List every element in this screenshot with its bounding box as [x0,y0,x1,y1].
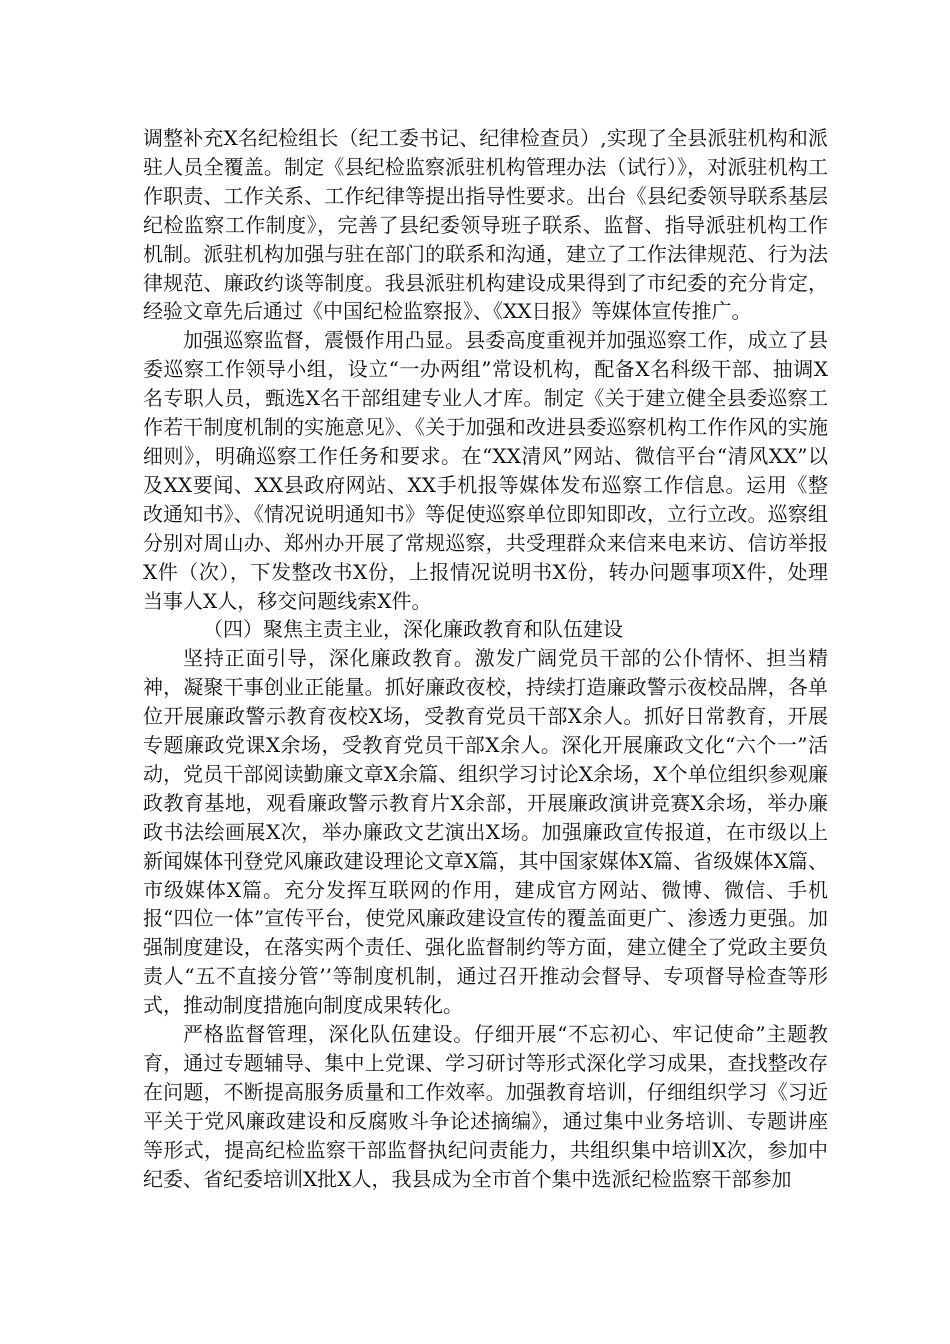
paragraph-team-building: 严格监督管理，深化队伍建设。仔细开展“不忘初心、牢记使命”主题教育，通过专题辅导、集中上党课、学习研讨等形式深化学习成果，查找整改存在问题，不断提高服务质量和工作效率。加强教育培训，仔细组织学习《习近平关于党风廉政建设和反腐败斗争论述摘编》，通过集中业务培训、专题讲座等形式，提高纪检监察干部监督执纪问责能力，共组织集中培训X次，参加中纪委、省纪委培训X批X人，我县成为全市首个集中选派纪检监察干部参加 [143,1022,828,1191]
paragraph-dispatch-agencies: 调整补充X名纪检组长（纪工委书记、纪律检查员）,实现了全县派驻机构和派驻人员全覆盖。制定《县纪检监察派驻机构管理办法（试行）》，对派驻机构工作职责、工作关系、工作纪律等提出指导性要求。出台《县纪委领导联系基层纪检监察工作制度》，完善了县纪委领导班子联系、监督、指导派驻机构工作机制。派驻机构加强与驻在部门的联系和沟通，建立了工作法律规范、行为法律规范、廉政约谈等制度。我县派驻机构建设成果得到了市纪委的充分肯定，经验文章先后通过《中国纪检监察报》、《XX日报》等媒体宣传推广。 [143,126,828,324]
document-page [143,124,828,1194]
paragraph-inspection-supervision: 加强巡察监督，震慑作用凸显。县委高度重视并加强巡察工作，成立了县委巡察工作领导小组，设立“一办两组”常设机构，配备X名科级干部、抽调X名专职人员，甄选X名干部组建专业人才库。制定《关于建立健全县委巡察工作若干制度机制的实施意见》、《关于加强和改进县委巡察机构工作作风的实施细则》，明确巡察工作任务和要求。在“XX清风”网站、微信平台“清风XX”以及XX要闻、XX县政府网站、XX手机报等媒体发布巡察工作信息。运用《整改通知书》、《情况说明通知书》等促使巡察单位即知即改，立行立改。巡察组分别对周山办、郑州办开展了常规巡察，共受理群众来信来电来访、信访举报X件（次），下发整改书X份，上报情况说明书X份，转办问题事项X件，处理当事人X人，移交问题线索X件。 [143,328,828,613]
paragraph-integrity-education: 坚持正面引导，深化廉政教育。激发广阔党员干部的公仆情怀、担当精神，凝聚干事创业正能量。抓好廉政夜校，持续打造廉政警示夜校品牌，各单位开展廉政警示教育夜校X场，受教育党员干部X余人。抓好日常教育，开展专题廉政党课X余场，受教育党员干部X余人。深化开展廉政文化“六个一”活动，党员干部阅读勤廉文章X余篇、组织学习讨论X余场，X个单位组织参观廉政教育基地，观看廉政警示教育片X余部，开展廉政演讲竞赛X余场，举办廉政书法绘画展X次，举办廉政文艺演出X场。加强廉政宣传报道，在市级以上新闻媒体刊登党风廉政建设理论文章X篇，其中国家媒体X篇、省级媒体X篇、市级媒体X篇。充分发挥互联网的作用，建成官方网站、微博、微信、手机报“四位一体”宣传平台，使党风廉政建设宣传的覆盖面更广、渗透力更强。加强制度建设，在落实两个责任、强化监督制约等方面，建立健全了党政主要负责人“五不直接分管’’等制度机制，通过召开推动会督导、专项督导检查等形式，推动制度措施向制度成果转化。 [143,646,828,1018]
section-heading-four: （四）聚焦主责主业，深化廉政教育和队伍建设 [203,617,623,642]
